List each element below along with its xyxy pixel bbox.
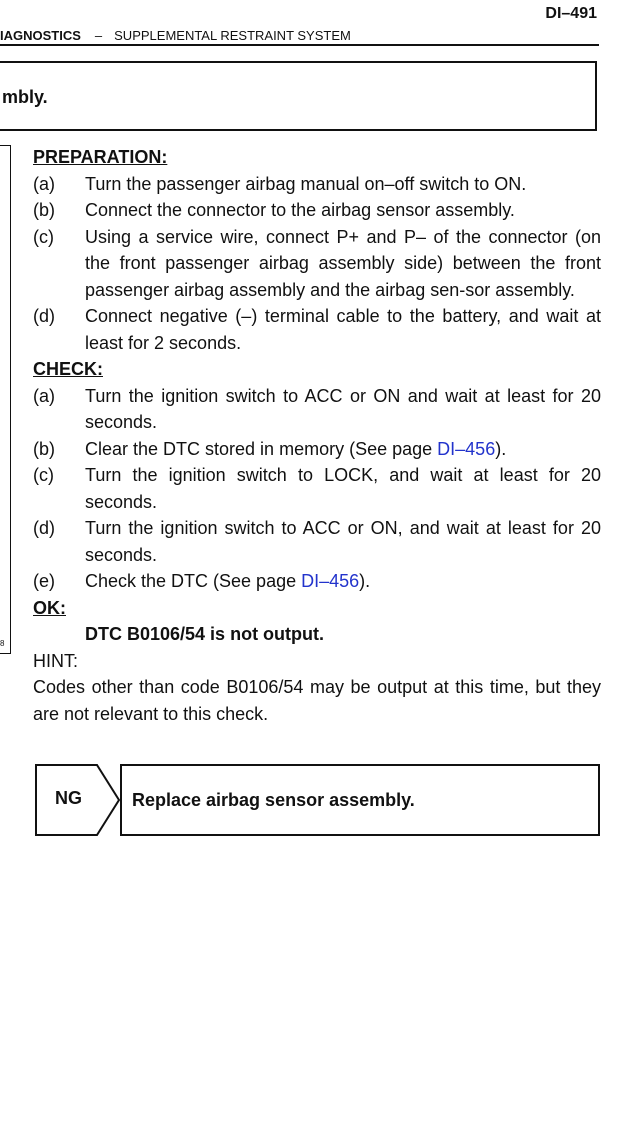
step-label: (c) [33,465,54,485]
check-step [33,436,601,463]
check-heading: CHECK: [33,359,103,379]
ng-label: NG [55,788,82,808]
step-text: Connect the connector to the airbag sensor assembly. [85,200,515,220]
ng-action-box [120,764,600,836]
step-label: (e) [33,571,55,591]
check-step [33,568,601,595]
procedure-content [33,144,601,727]
step-label: (a) [33,173,55,194]
preparation-heading: PREPARATION: [33,147,168,167]
check-step [33,515,601,568]
preparation-step [33,303,601,356]
step-label: (d) [33,518,55,538]
check-step [33,462,601,515]
step-text: Turn the passenger airbag manual on–off switch to ON. [85,173,527,194]
step-text: Connect negative (–) terminal cable to the battery, and wait at least for 2 seconds. [85,306,601,353]
step-text: Using a service wire, connect P+ and P– of the connector (on the front passenger airbag assembly side) between the front passenger airbag assembly and the airbag sen-sor assembly. [85,226,601,300]
header-separator: – [94,28,103,43]
step-label: (b) [33,200,55,220]
preparation-step [33,224,601,304]
step-text [85,436,601,463]
step-text: Turn the ignition switch to ACC or ON, and wait at least for 20 seconds. [85,518,601,565]
step-text [85,568,601,595]
step-text-before: Clear the DTC stored in memory (See page [85,438,438,459]
section-name: IAGNOSTICS [0,28,81,43]
step-label: (d) [33,306,55,326]
page-number: DI–491 [545,5,597,22]
check-step [33,383,601,436]
ok-heading: OK: [33,597,66,618]
page-link[interactable]: DI–456 [437,438,496,459]
step-text: Turn the ignition switch to ACC or ON and wait at least for 20 seconds. [85,385,601,432]
step-text-before: Check the DTC (See page [85,571,302,591]
ng-action-text: Replace airbag sensor assembly. [132,790,415,810]
title-text: mbly. [2,87,48,107]
title-box [0,61,597,131]
step-label: (a) [33,385,55,406]
step-text-after: ). [359,571,371,591]
ng-indicator [35,764,120,836]
figure-frame [0,145,11,654]
step-label: (c) [33,226,54,247]
header-rule [0,44,599,46]
page-link[interactable]: DI–456 [301,571,360,591]
step-label: (b) [33,438,55,459]
subsection-name: SUPPLEMENTAL RESTRAINT SYSTEM [114,28,351,43]
step-text-after: ). [495,438,507,459]
running-header [0,28,351,43]
figure-code: 8 [0,639,5,648]
step-text: Turn the ignition switch to LOCK, and wait at least for 20 seconds. [85,465,601,512]
preparation-step [33,197,601,224]
preparation-step [33,171,601,198]
ok-result: DTC B0106/54 is not output. [85,624,325,644]
hint-text: Codes other than code B0106/54 may be output at this time, but they are not relevant to this check. [33,677,601,724]
hint-heading: HINT: [33,650,78,671]
